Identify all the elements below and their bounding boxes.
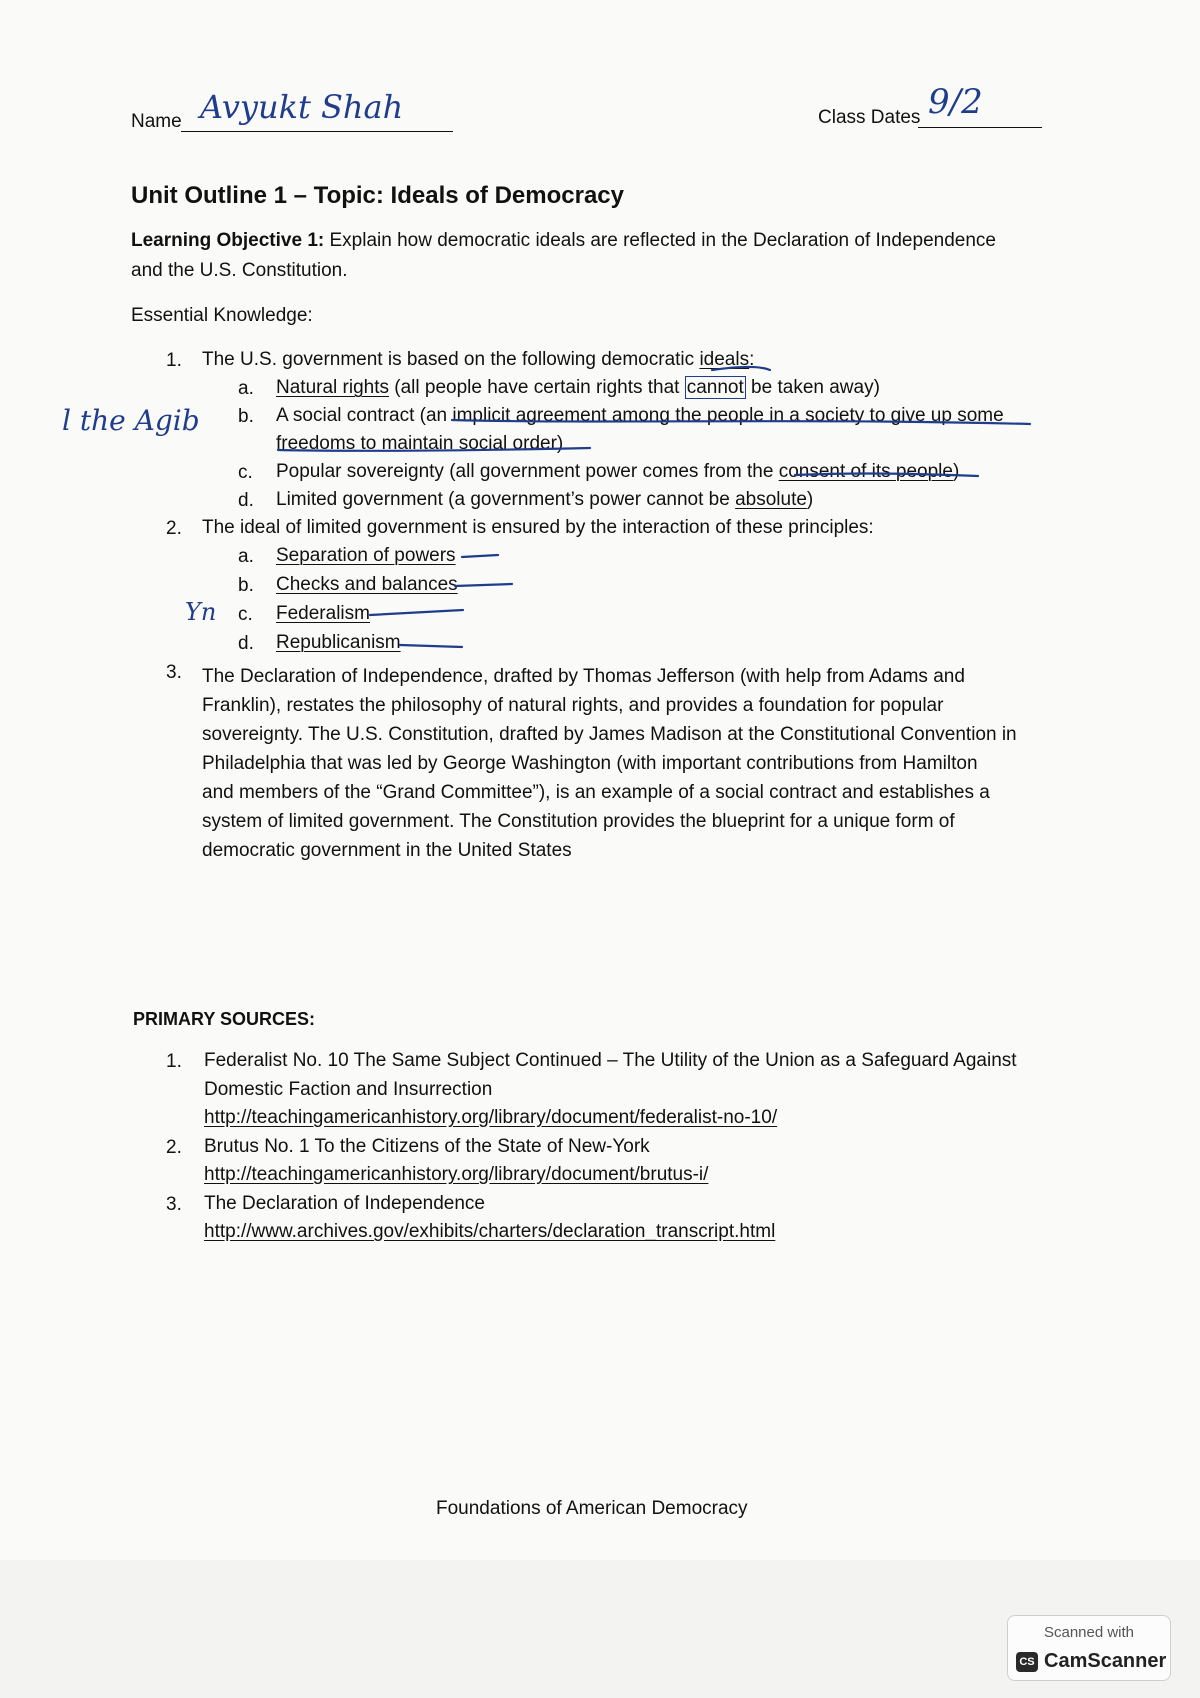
item-3-line: The Declaration of Independence, drafted by Thomas Jefferson (with help from Adams and bbox=[202, 666, 965, 687]
item-2c-letter: c. bbox=[238, 604, 253, 625]
handwritten-federalism-mark: Yn bbox=[185, 598, 217, 626]
item-1a-boxed-word: cannot bbox=[686, 377, 744, 398]
item-1c-letter: c. bbox=[238, 462, 253, 483]
item-1d-letter: d. bbox=[238, 490, 254, 511]
item-1b-pre: A social contract (an bbox=[276, 405, 453, 426]
item-1b-letter: b. bbox=[238, 406, 254, 427]
item-1-text-pre: The U.S. government is based on the following democratic bbox=[202, 349, 700, 370]
item-1c-post: ) bbox=[952, 461, 960, 482]
item-1-number: 1. bbox=[166, 350, 182, 371]
source-3-number: 3. bbox=[166, 1194, 182, 1215]
item-2b-letter: b. bbox=[238, 575, 254, 596]
badge-brand: CamScanner bbox=[1044, 1650, 1167, 1672]
source-1-link[interactable]: http://teachingamericanhistory.org/library/document/federalist-no-10/ bbox=[204, 1107, 778, 1128]
learning-objective-text: Explain how democratic ideals are reflected in the Declaration of Independence bbox=[324, 230, 996, 251]
handwritten-name: Avyukt Shah bbox=[200, 88, 404, 126]
handwritten-class-date: 9/2 bbox=[928, 82, 983, 122]
primary-sources-heading: PRIMARY SOURCES: bbox=[133, 1009, 316, 1029]
pen-line-republicanism bbox=[400, 645, 462, 647]
item-2c-text: Federalism bbox=[276, 603, 370, 624]
pen-underline-social-contract bbox=[452, 420, 1030, 424]
item-1c-pre: Popular sovereignty (all government power comes from the bbox=[276, 461, 779, 482]
page-footer: Foundations of American Democracy bbox=[436, 1498, 748, 1519]
item-1-text-post: : bbox=[749, 349, 755, 370]
item-3-line: and members of the “Grand Committee”), is an example of a social contract and establishes a bbox=[202, 782, 990, 803]
item-1a-underlined: Natural rights bbox=[276, 377, 389, 398]
item-2b-text: Checks and balances bbox=[276, 574, 458, 595]
learning-objective-label: Learning Objective 1: bbox=[131, 230, 325, 251]
item-3-line: democratic government in the United States bbox=[202, 840, 572, 861]
item-2a-letter: a. bbox=[238, 546, 254, 567]
source-2-number: 2. bbox=[166, 1137, 182, 1158]
item-3-line: system of limited government. The Constitution provides the blueprint for a unique form of bbox=[202, 811, 955, 832]
source-2-link[interactable]: http://teachingamericanhistory.org/library/document/brutus-i/ bbox=[204, 1164, 709, 1185]
item-1c-underlined: consent of its people bbox=[778, 461, 953, 482]
class-dates-label: Class Dates bbox=[818, 107, 921, 128]
page-title: Unit Outline 1 – Topic: Ideals of Democracy bbox=[131, 182, 624, 209]
item-2-text: The ideal of limited government is ensured by the interaction of these principles: bbox=[202, 517, 874, 538]
source-3-title: The Declaration of Independence bbox=[204, 1193, 485, 1214]
item-1a-rest1: (all people have certain rights that bbox=[389, 377, 685, 398]
item-3-line: Franklin), restates the philosophy of natural rights, and provides a foundation for popular bbox=[202, 695, 944, 716]
learning-objective-line2: and the U.S. Constitution. bbox=[131, 260, 348, 281]
source-1-title-line2: Domestic Faction and Insurrection bbox=[204, 1079, 493, 1100]
pen-line-separation bbox=[462, 555, 498, 557]
handwritten-margin-note: l the Agib bbox=[62, 404, 200, 437]
item-1b-text-line2: freedoms to maintain social order) bbox=[276, 433, 564, 454]
item-2a-text: Separation of powers bbox=[276, 545, 456, 566]
item-3-number: 3. bbox=[166, 662, 182, 683]
source-2-title: Brutus No. 1 To the Citizens of the State of New-York bbox=[204, 1136, 650, 1157]
name-label: Name bbox=[131, 111, 182, 132]
source-3-link[interactable]: http://www.archives.gov/exhibits/charters/declaration_transcript.html bbox=[204, 1221, 776, 1242]
item-1-text-underlined: ideals bbox=[699, 349, 750, 370]
source-1-title-line1: Federalist No. 10 The Same Subject Continued – The Utility of the Union as a Safeguard Against bbox=[204, 1050, 1017, 1071]
pen-line-federalism bbox=[370, 610, 463, 615]
camscanner-logo-icon: CS bbox=[1016, 1652, 1038, 1672]
item-1a-letter: a. bbox=[238, 378, 254, 399]
pen-underline-consent bbox=[795, 473, 978, 476]
item-1a-rest2: be taken away) bbox=[745, 377, 880, 398]
item-1d-underlined: absolute bbox=[735, 489, 807, 510]
essential-knowledge-label: Essential Knowledge: bbox=[131, 305, 313, 326]
item-2d-letter: d. bbox=[238, 633, 254, 654]
item-3-line: Philadelphia that was led by George Washington (with important contributions from Hamilton bbox=[202, 753, 978, 774]
badge-caption: Scanned with bbox=[1043, 1624, 1135, 1641]
item-1d-post: ) bbox=[806, 489, 814, 510]
item-3-line: sovereignty. The U.S. Constitution, drafted by James Madison at the Constitutional Convention in bbox=[202, 724, 1017, 745]
pen-underline-ideals bbox=[712, 367, 770, 370]
pen-underline-freedoms bbox=[278, 448, 590, 451]
item-1d-pre: Limited government (a government’s power cannot be bbox=[276, 489, 736, 510]
pen-line-checks bbox=[455, 584, 512, 586]
item-2-number: 2. bbox=[166, 518, 182, 539]
source-1-number: 1. bbox=[166, 1051, 182, 1072]
item-1b-underlined-1: implicit agreement among the people in a society to give up some bbox=[452, 405, 1004, 426]
item-2d-text: Republicanism bbox=[276, 632, 401, 653]
camscanner-badge bbox=[1007, 1615, 1171, 1681]
